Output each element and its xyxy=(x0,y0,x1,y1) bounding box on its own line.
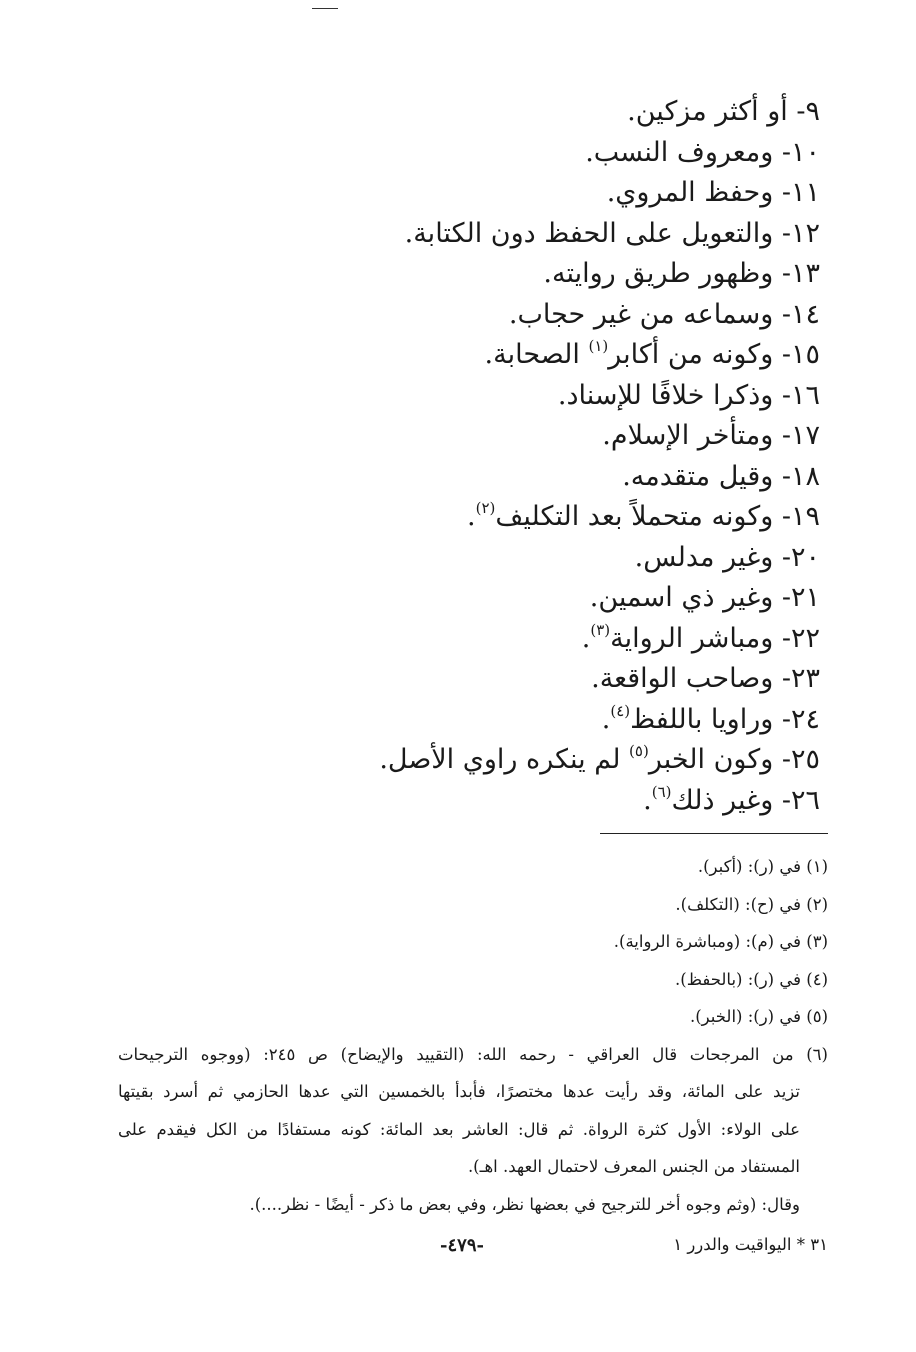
footnote-line: المستفاد من الجنس المعرف لاحتمال العهد. اهـ). xyxy=(467,1157,800,1176)
item-text: ٢٢- ومباشر الرواية xyxy=(610,622,820,654)
book-title-signature: ٣١ * اليواقيت والدرر ١ xyxy=(673,1235,828,1254)
item-text: ٢٤- وراويا باللفظ xyxy=(630,703,820,735)
footnote-marker: (١) xyxy=(588,337,609,355)
footnote: (١) في (ر): (أكبر). xyxy=(697,857,828,876)
footnote-line: تزيد على المائة، وقد رأيت عدها مختصرًا، فأبدأ بالخمسين التي عدها الحازمي ثم أسرد بقيتها xyxy=(118,1082,800,1101)
footnote: (٤) في (ر): (بالحفظ). xyxy=(675,969,828,989)
footnotes xyxy=(118,848,828,1223)
list-item: ١٦- وذكرا خلافًا للإسناد. xyxy=(557,379,820,411)
page-number: -٤٧٩- xyxy=(440,1235,484,1256)
list-item: ٢٠- وغير مدلس. xyxy=(634,541,820,573)
list-item: ١٨- وقيل متقدمه. xyxy=(622,460,820,492)
list-item: ١٠- ومعروف النسب. xyxy=(585,136,820,168)
footnote: (٥) في (ر): (الخبر). xyxy=(690,1007,828,1026)
item-text: ٢٥- وكون الخبر xyxy=(648,744,820,775)
list-item xyxy=(300,740,820,781)
item-text: ٢٦- وغير ذلك xyxy=(671,784,820,816)
list-item: ١١- وحفظ المروي. xyxy=(606,177,820,208)
footnote-line: على الولاء: الأول كثرة الرواة. ثم قال: العاشر بعد المائة: كونه مستفادًا من الكل فيقدم على xyxy=(118,1119,800,1139)
list-item xyxy=(300,335,820,376)
footnote: (٢) في (ح): (التكلف). xyxy=(675,894,828,914)
item-text: . xyxy=(581,622,591,654)
top-rule xyxy=(312,8,338,9)
item-text: ١٥- وكونه من أكابر xyxy=(608,339,820,370)
list-item: ١٧- ومتأخر الإسلام. xyxy=(602,420,820,451)
footnote-line: (٦) من المرجحات قال العراقي - رحمه الله: (التقييد والإيضاح) ص ٢٤٥: (ووجوه الترجيحات xyxy=(118,1044,828,1064)
footnote: (٣) في (م): (ومباشرة الرواية). xyxy=(613,932,828,951)
footnote-marker: (٥) xyxy=(629,742,649,760)
item-text: لم ينكره راوي الأصل. xyxy=(379,744,630,775)
footnote-marker: (٣) xyxy=(590,620,611,639)
list-item: ١٢- والتعويل على الحفظ دون الكتابة. xyxy=(404,217,820,249)
footnote-long xyxy=(118,1036,828,1224)
list-item: ١٤- وسماعه من غير حجاب. xyxy=(508,298,820,330)
list-item: ٢١- وغير ذي اسمين. xyxy=(589,582,820,613)
footnote-marker: (٤) xyxy=(610,701,631,720)
footnote-marker: (٦) xyxy=(651,782,672,801)
item-text: الصحابة. xyxy=(484,339,589,370)
main-list xyxy=(300,92,820,821)
list-item: ٢٣- وصاحب الواقعة. xyxy=(591,663,820,694)
page-footer xyxy=(88,1235,828,1263)
footnote-separator xyxy=(600,833,828,834)
item-text: . xyxy=(601,703,611,735)
list-item xyxy=(300,619,820,660)
list-item xyxy=(300,497,820,538)
list-item: ١٣- وظهور طريق روايته. xyxy=(543,258,820,289)
footnote-line: وقال: (وثم وجوه أخر للترجيح في بعضها نظر، وفي بعض ما ذكر - أيضًا - نظر....). xyxy=(249,1194,800,1214)
item-text: . xyxy=(467,501,476,532)
item-text: ١٩- وكونه متحملاً بعد التكليف xyxy=(495,501,820,532)
list-item xyxy=(300,781,820,822)
list-item xyxy=(300,700,820,741)
item-text: . xyxy=(643,784,652,816)
footnote-marker: (٢) xyxy=(475,499,496,517)
list-item: ٩- أو أكثر مزكين. xyxy=(627,96,820,127)
